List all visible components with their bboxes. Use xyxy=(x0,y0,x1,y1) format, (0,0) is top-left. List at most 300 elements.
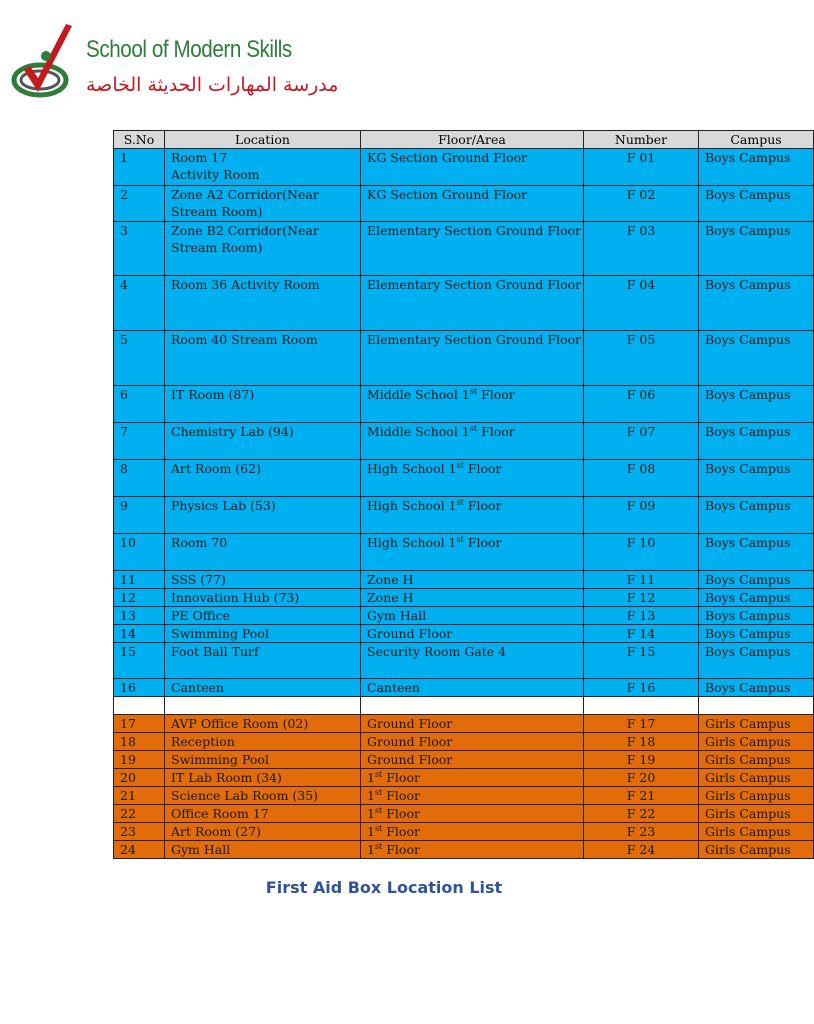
cell-location xyxy=(165,222,361,276)
cell-number-text: F 11 xyxy=(626,572,656,587)
cell-sno xyxy=(114,787,165,805)
cell-number xyxy=(584,823,699,841)
cell-location-text: AVP Office Room (02) xyxy=(171,716,309,731)
cell-sno-text: 7 xyxy=(120,424,128,439)
cell-floor-area-text: Middle School 1 xyxy=(367,424,470,439)
cell-floor-area xyxy=(361,331,584,386)
cell-floor-area-text: Elementary Section Ground Floor xyxy=(367,223,582,238)
cell-campus xyxy=(699,423,814,460)
cell-sno xyxy=(114,497,165,534)
cell-floor-area xyxy=(361,823,584,841)
cell-sno xyxy=(114,589,165,607)
table-row xyxy=(114,331,814,386)
cell-sno xyxy=(114,222,165,276)
cell-number-text: F 20 xyxy=(626,770,656,785)
cell-number xyxy=(584,625,699,643)
floor-suffix-text: Floor xyxy=(382,788,420,803)
cell-floor-area xyxy=(361,534,584,571)
school-logo xyxy=(10,18,339,108)
cell-campus-text: Boys Campus xyxy=(705,461,791,476)
cell-number-text: F 04 xyxy=(626,277,656,292)
floor-suffix-text: Floor xyxy=(477,424,515,439)
cell-location xyxy=(165,386,361,423)
cell-location-text: Physics Lab (53) xyxy=(171,498,276,513)
table-row xyxy=(114,751,814,769)
table-row xyxy=(114,805,814,823)
cell-campus xyxy=(699,386,814,423)
cell-sno xyxy=(114,149,165,186)
cell-location-text: Art Room (62) xyxy=(171,461,261,476)
cell-floor-area-text: Zone H xyxy=(367,590,414,605)
cell-sno-text: 1 xyxy=(120,150,128,165)
cell-number xyxy=(584,787,699,805)
cell-location-text: Reception xyxy=(171,734,235,749)
cell-floor-area xyxy=(361,423,584,460)
cell-sno xyxy=(114,805,165,823)
floor-ordinal-suffix: st xyxy=(456,497,464,507)
cell-floor-area xyxy=(361,276,584,331)
cell-sno-text: 10 xyxy=(120,535,136,550)
cell-campus xyxy=(699,841,814,859)
cell-number xyxy=(584,534,699,571)
cell-location xyxy=(165,625,361,643)
floor-ordinal-suffix: st xyxy=(456,534,464,544)
cell-number xyxy=(584,497,699,534)
cell-campus-text: Girls Campus xyxy=(705,752,791,767)
cell-sno-text: 12 xyxy=(120,590,136,605)
cell-floor-area-text: 1 xyxy=(367,842,375,857)
cell-sno xyxy=(114,643,165,679)
floor-suffix-text: Floor xyxy=(477,387,515,402)
cell-location-text: Room 70 xyxy=(171,535,228,550)
cell-campus xyxy=(699,534,814,571)
cell-location-text: Innovation Hub (73) xyxy=(171,590,300,605)
cell-location-text: Foot Ball Turf xyxy=(171,644,259,659)
table-row xyxy=(114,589,814,607)
cell-campus-text: Boys Campus xyxy=(705,387,791,402)
cell-floor-area-text: High School 1 xyxy=(367,461,457,476)
cell-sno-text: 4 xyxy=(120,277,128,292)
cell-number-text: F 05 xyxy=(626,332,656,347)
cell-floor-area xyxy=(361,607,584,625)
cell-sno-text: 5 xyxy=(120,332,128,347)
cell-location xyxy=(165,331,361,386)
cell-floor-area-text: Zone H xyxy=(367,572,414,587)
cell-sno xyxy=(114,841,165,859)
cell-sno-text: 14 xyxy=(120,626,136,641)
floor-ordinal-suffix: st xyxy=(469,423,478,433)
cell-sno xyxy=(114,186,165,222)
cell-sno-text: 23 xyxy=(120,824,136,839)
cell-number-text: F 15 xyxy=(626,644,656,659)
cell-floor-area xyxy=(361,625,584,643)
cell-floor-area xyxy=(361,715,584,733)
first-aid-table xyxy=(113,130,814,859)
cell-floor-area xyxy=(361,733,584,751)
cell-campus xyxy=(699,805,814,823)
cell-floor-area xyxy=(361,751,584,769)
cell-floor-area xyxy=(361,787,584,805)
cell-campus xyxy=(699,331,814,386)
floor-ordinal-suffix: st xyxy=(374,841,383,851)
cell-sno-text: 2 xyxy=(120,187,128,202)
table-row xyxy=(114,607,814,625)
cell-number xyxy=(584,460,699,497)
cell-campus-text: Girls Campus xyxy=(705,806,791,821)
header-campus: Campus xyxy=(699,131,814,149)
table-row xyxy=(114,222,814,276)
cell-campus xyxy=(699,769,814,787)
cell-number xyxy=(584,222,699,276)
cell-sno xyxy=(114,823,165,841)
cell-location xyxy=(165,679,361,697)
cell-campus xyxy=(699,460,814,497)
logo-name-english: School of Modern Skills xyxy=(86,36,292,63)
cell-number-text: F 01 xyxy=(626,150,656,165)
cell-location-text: Zone A2 Corridor(Near Stream Room) xyxy=(171,187,319,219)
cell-sno-text: 24 xyxy=(120,842,136,857)
cell-campus xyxy=(699,751,814,769)
cell-number xyxy=(584,715,699,733)
cell-campus-text: Girls Campus xyxy=(705,734,791,749)
cell-campus xyxy=(699,625,814,643)
header-floor-area: Floor/Area xyxy=(361,131,584,149)
table-row xyxy=(114,679,814,697)
floor-suffix-text: Floor xyxy=(382,842,420,857)
table-row xyxy=(114,823,814,841)
cell-floor-area-text: High School 1 xyxy=(367,535,457,550)
floor-ordinal-suffix: st xyxy=(374,787,383,797)
cell-campus xyxy=(699,149,814,186)
cell-campus-text: Boys Campus xyxy=(705,572,791,587)
cell-number-text: F 10 xyxy=(626,535,656,550)
cell-floor-area-text: KG Section Ground Floor xyxy=(367,187,528,202)
cell-location-text: PE Office xyxy=(171,608,231,623)
cell-number xyxy=(584,423,699,460)
cell-location xyxy=(165,186,361,222)
cell-campus xyxy=(699,589,814,607)
cell-location xyxy=(165,571,361,589)
floor-ordinal-suffix: st xyxy=(374,805,383,815)
cell-sno xyxy=(114,534,165,571)
cell-number xyxy=(584,386,699,423)
logo-check-icon xyxy=(10,18,80,108)
cell-campus-text: Boys Campus xyxy=(705,535,791,550)
cell-location xyxy=(165,715,361,733)
cell-sno xyxy=(114,751,165,769)
cell-number-text: F 06 xyxy=(626,387,656,402)
cell-number xyxy=(584,841,699,859)
cell-sno xyxy=(114,625,165,643)
cell-floor-area-text: Ground Floor xyxy=(367,716,453,731)
cell-number xyxy=(584,769,699,787)
cell-number xyxy=(584,276,699,331)
cell-floor-area-text: Middle School 1 xyxy=(367,387,470,402)
cell-floor-area xyxy=(361,769,584,787)
floor-suffix-text: Floor xyxy=(382,770,420,785)
cell-floor-area-text: High School 1 xyxy=(367,498,457,513)
cell-location xyxy=(165,607,361,625)
cell-floor-area-text: 1 xyxy=(367,770,375,785)
cell-number xyxy=(584,331,699,386)
cell-location xyxy=(165,769,361,787)
cell-number-text: F 19 xyxy=(626,752,656,767)
floor-ordinal-suffix: st xyxy=(374,769,383,779)
cell-sno xyxy=(114,460,165,497)
table-row xyxy=(114,460,814,497)
cell-number xyxy=(584,751,699,769)
cell-sno xyxy=(114,715,165,733)
cell-floor-area-text: Ground Floor xyxy=(367,752,453,767)
cell-campus xyxy=(699,715,814,733)
cell-number xyxy=(584,186,699,222)
cell-floor-area-text: Ground Floor xyxy=(367,626,453,641)
cell-sno-text: 9 xyxy=(120,498,128,513)
cell-number-text: F 17 xyxy=(626,716,656,731)
cell-number-text: F 02 xyxy=(626,187,656,202)
first-aid-table-container xyxy=(113,130,791,859)
cell-location xyxy=(165,841,361,859)
table-row xyxy=(114,276,814,331)
cell-sno-text: 18 xyxy=(120,734,136,749)
cell-campus-text: Boys Campus xyxy=(705,332,791,347)
cell-sno-text: 17 xyxy=(120,716,136,731)
cell-sno xyxy=(114,386,165,423)
cell-location-text: IT Lab Room (34) xyxy=(171,770,282,785)
floor-ordinal-suffix: st xyxy=(456,460,464,470)
table-row xyxy=(114,149,814,186)
cell-sno xyxy=(114,769,165,787)
cell-campus-text: Boys Campus xyxy=(705,150,791,165)
cell-floor-area xyxy=(361,841,584,859)
table-header-row xyxy=(114,131,814,149)
table-row xyxy=(114,715,814,733)
cell-location-text: Art Room (27) xyxy=(171,824,261,839)
cell-number-text: F 16 xyxy=(626,680,656,695)
cell-floor-area xyxy=(361,805,584,823)
cell-campus-text: Boys Campus xyxy=(705,590,791,605)
cell-campus xyxy=(699,276,814,331)
cell-campus xyxy=(699,571,814,589)
cell-sno-text: 21 xyxy=(120,788,136,803)
cell-campus xyxy=(699,787,814,805)
cell-location xyxy=(165,787,361,805)
cell-floor-area xyxy=(361,460,584,497)
cell-sno-text: 22 xyxy=(120,806,136,821)
cell-sno-text: 6 xyxy=(120,387,128,402)
cell-floor-area xyxy=(361,589,584,607)
cell-number-text: F 08 xyxy=(626,461,656,476)
cell-location-text: IT Room (87) xyxy=(171,387,255,402)
cell-campus-text: Girls Campus xyxy=(705,788,791,803)
document-title: First Aid Box Location List xyxy=(265,878,503,897)
cell-sno-text: 19 xyxy=(120,752,136,767)
cell-floor-area xyxy=(361,643,584,679)
cell-floor-area xyxy=(361,697,584,715)
cell-number xyxy=(584,697,699,715)
cell-floor-area-text: Ground Floor xyxy=(367,734,453,749)
cell-campus-text: Boys Campus xyxy=(705,608,791,623)
cell-campus-text: Boys Campus xyxy=(705,626,791,641)
table-row xyxy=(114,643,814,679)
header-sno: S.No xyxy=(114,131,165,149)
cell-number-text: F 13 xyxy=(626,608,656,623)
cell-sno xyxy=(114,571,165,589)
cell-floor-area-text: Gym Hall xyxy=(367,608,427,623)
cell-location xyxy=(165,733,361,751)
cell-location-text: Canteen xyxy=(171,680,224,695)
cell-location-text: Swimming Pool xyxy=(171,626,269,641)
cell-campus-text: Girls Campus xyxy=(705,824,791,839)
cell-campus xyxy=(699,497,814,534)
cell-campus xyxy=(699,823,814,841)
cell-sno-text: 3 xyxy=(120,223,128,238)
logo-name-arabic: مدرسة المهارات الحديثة الخاصة xyxy=(86,74,339,96)
cell-number-text: F 07 xyxy=(626,424,656,439)
cell-number xyxy=(584,571,699,589)
cell-floor-area xyxy=(361,386,584,423)
cell-floor-area xyxy=(361,679,584,697)
cell-location xyxy=(165,423,361,460)
cell-floor-area-text: 1 xyxy=(367,824,375,839)
cell-campus xyxy=(699,697,814,715)
cell-campus xyxy=(699,679,814,697)
cell-campus-text: Boys Campus xyxy=(705,424,791,439)
cell-sno xyxy=(114,331,165,386)
cell-number xyxy=(584,149,699,186)
table-row xyxy=(114,534,814,571)
cell-floor-area xyxy=(361,186,584,222)
cell-location xyxy=(165,276,361,331)
table-row xyxy=(114,571,814,589)
table-row xyxy=(114,769,814,787)
cell-campus xyxy=(699,186,814,222)
cell-location-text: Room 40 Stream Room xyxy=(171,332,318,347)
cell-location xyxy=(165,751,361,769)
cell-sno xyxy=(114,607,165,625)
cell-floor-area xyxy=(361,571,584,589)
cell-location xyxy=(165,460,361,497)
table-row xyxy=(114,733,814,751)
cell-number xyxy=(584,589,699,607)
cell-location xyxy=(165,823,361,841)
table-row xyxy=(114,423,814,460)
cell-floor-area-text: Elementary Section Ground Floor xyxy=(367,332,582,347)
cell-number-text: F 21 xyxy=(626,788,656,803)
floor-ordinal-suffix: st xyxy=(469,386,478,396)
floor-suffix-text: Floor xyxy=(463,461,502,476)
cell-number-text: F 09 xyxy=(626,498,656,513)
cell-floor-area-text: 1 xyxy=(367,788,375,803)
table-body xyxy=(114,149,814,859)
cell-sno xyxy=(114,679,165,697)
cell-location-text: Room 17 Activity Room xyxy=(171,150,260,182)
cell-location xyxy=(165,697,361,715)
cell-floor-area xyxy=(361,222,584,276)
table-row xyxy=(114,841,814,859)
cell-campus xyxy=(699,607,814,625)
cell-location xyxy=(165,534,361,571)
cell-number-text: F 24 xyxy=(626,842,656,857)
table-row xyxy=(114,787,814,805)
cell-number xyxy=(584,679,699,697)
cell-location-text: SSS (77) xyxy=(171,572,226,587)
floor-suffix-text: Floor xyxy=(382,824,420,839)
cell-location-text: Chemistry Lab (94) xyxy=(171,424,294,439)
cell-number xyxy=(584,805,699,823)
cell-campus-text: Boys Campus xyxy=(705,223,791,238)
cell-number-text: F 14 xyxy=(626,626,656,641)
floor-suffix-text: Floor xyxy=(382,806,420,821)
cell-sno-text: 20 xyxy=(120,770,136,785)
cell-location xyxy=(165,643,361,679)
cell-campus-text: Boys Campus xyxy=(705,277,791,292)
header-location: Location xyxy=(165,131,361,149)
cell-campus xyxy=(699,222,814,276)
cell-location-text: Swimming Pool xyxy=(171,752,269,767)
cell-campus-text: Boys Campus xyxy=(705,644,791,659)
cell-sno xyxy=(114,733,165,751)
cell-campus-text: Boys Campus xyxy=(705,187,791,202)
cell-location xyxy=(165,497,361,534)
cell-floor-area xyxy=(361,149,584,186)
cell-number-text: F 22 xyxy=(626,806,656,821)
cell-number xyxy=(584,607,699,625)
cell-number-text: F 03 xyxy=(626,223,656,238)
cell-location xyxy=(165,589,361,607)
cell-campus-text: Girls Campus xyxy=(705,842,791,857)
floor-suffix-text: Floor xyxy=(463,535,502,550)
cell-location-text: Science Lab Room (35) xyxy=(171,788,319,803)
cell-sno-text: 8 xyxy=(120,461,128,476)
cell-campus xyxy=(699,733,814,751)
floor-suffix-text: Floor xyxy=(463,498,502,513)
cell-sno xyxy=(114,697,165,715)
cell-location xyxy=(165,805,361,823)
header-number: Number xyxy=(584,131,699,149)
table-row xyxy=(114,386,814,423)
table-row xyxy=(114,625,814,643)
cell-sno-text: 13 xyxy=(120,608,136,623)
cell-number-text: F 23 xyxy=(626,824,656,839)
cell-location-text: Office Room 17 xyxy=(171,806,269,821)
floor-ordinal-suffix: st xyxy=(374,823,383,833)
cell-sno-text: 11 xyxy=(120,572,136,587)
cell-campus xyxy=(699,643,814,679)
cell-number-text: F 12 xyxy=(626,590,656,605)
cell-location xyxy=(165,149,361,186)
cell-location-text: Room 36 Activity Room xyxy=(171,277,320,292)
cell-number xyxy=(584,643,699,679)
cell-floor-area-text: Elementary Section Ground Floor xyxy=(367,277,582,292)
cell-floor-area-text: 1 xyxy=(367,806,375,821)
cell-floor-area xyxy=(361,497,584,534)
cell-sno-text: 16 xyxy=(120,680,136,695)
cell-campus-text: Girls Campus xyxy=(705,770,791,785)
cell-campus-text: Boys Campus xyxy=(705,680,791,695)
cell-location-text: Gym Hall xyxy=(171,842,231,857)
table-row xyxy=(114,497,814,534)
cell-number-text: F 18 xyxy=(626,734,656,749)
cell-floor-area-text: KG Section Ground Floor xyxy=(367,150,528,165)
cell-location-text: Zone B2 Corridor(Near Stream Room) xyxy=(171,223,319,255)
table-row xyxy=(114,186,814,222)
table-spacer-row xyxy=(114,697,814,715)
cell-sno xyxy=(114,423,165,460)
cell-floor-area-text: Security Room Gate 4 xyxy=(367,644,507,659)
cell-sno xyxy=(114,276,165,331)
cell-number xyxy=(584,733,699,751)
